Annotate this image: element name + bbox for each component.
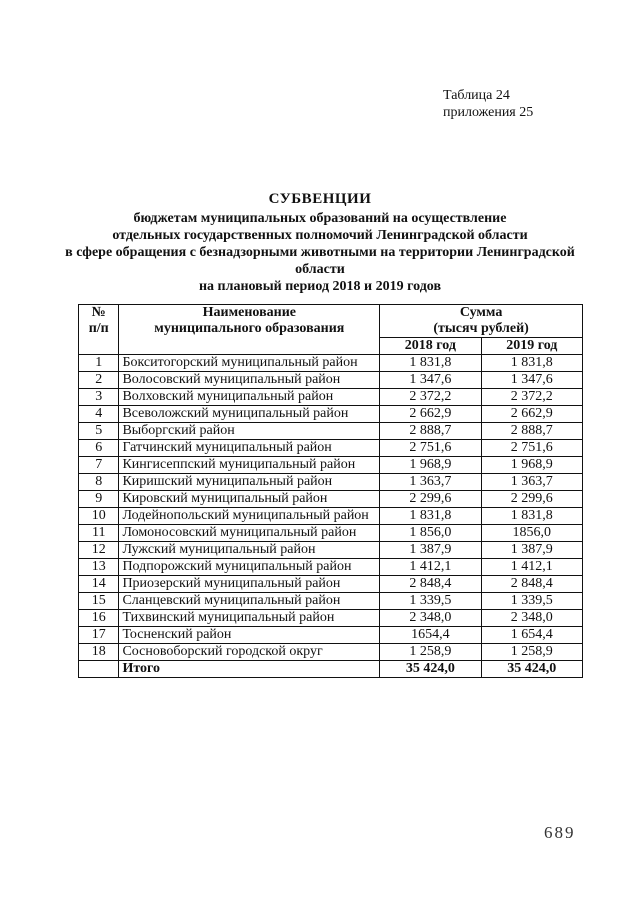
row-value-2018: 1 258,9 (380, 644, 481, 661)
table-row (79, 542, 583, 559)
row-name: Кировский муниципальный район (119, 491, 380, 508)
header-name-line-1: Наименование (202, 305, 296, 320)
row-name: Тихвинский муниципальный район (119, 610, 380, 627)
row-value-2019: 2 299,6 (481, 491, 582, 508)
page-number: 689 (544, 823, 576, 842)
row-number: 18 (79, 644, 119, 661)
row-value-2019: 2 348,0 (481, 610, 582, 627)
row-name: Всеволожский муниципальный район (119, 406, 380, 423)
reference-table-number: Таблица 24 (443, 88, 510, 103)
row-value-2018: 1 347,6 (380, 372, 481, 389)
row-name: Приозерский муниципальный район (119, 576, 380, 593)
table-row (79, 355, 583, 372)
row-number: 5 (79, 423, 119, 440)
row-number: 12 (79, 542, 119, 559)
table-body (79, 355, 583, 661)
table-row (79, 423, 583, 440)
row-number: 9 (79, 491, 119, 508)
row-value-2018: 1 831,8 (380, 508, 481, 525)
row-value-2018: 2 299,6 (380, 491, 481, 508)
row-value-2018: 2 751,6 (380, 440, 481, 457)
table-row (79, 474, 583, 491)
table-row (79, 644, 583, 661)
row-number: 14 (79, 576, 119, 593)
row-number: 4 (79, 406, 119, 423)
row-number: 13 (79, 559, 119, 576)
row-name: Тосненский район (119, 627, 380, 644)
header-name (119, 305, 380, 355)
row-number: 8 (79, 474, 119, 491)
table-row (79, 491, 583, 508)
row-name: Выборгский район (119, 423, 380, 440)
row-value-2019: 1 968,9 (481, 457, 582, 474)
row-number: 11 (79, 525, 119, 542)
row-name: Бокситогорский муниципальный район (119, 355, 380, 372)
row-value-2019: 1 412,1 (481, 559, 582, 576)
row-number: 10 (79, 508, 119, 525)
row-value-2019: 1 363,7 (481, 474, 582, 491)
row-value-2018: 2 348,0 (380, 610, 481, 627)
row-value-2018: 2 888,7 (380, 423, 481, 440)
row-number: 1 (79, 355, 119, 372)
table-row (79, 389, 583, 406)
row-name: Киришский муниципальный район (119, 474, 380, 491)
row-value-2018: 1654,4 (380, 627, 481, 644)
row-value-2019: 2 662,9 (481, 406, 582, 423)
row-number: 2 (79, 372, 119, 389)
table-row (79, 576, 583, 593)
table-reference (443, 87, 533, 121)
row-value-2019: 1 831,8 (481, 355, 582, 372)
table-row (79, 457, 583, 474)
row-name: Ломоносовский муниципальный район (119, 525, 380, 542)
row-number: 15 (79, 593, 119, 610)
row-value-2019: 2 372,2 (481, 389, 582, 406)
total-row (79, 661, 583, 678)
row-value-2019: 1 654,4 (481, 627, 582, 644)
row-value-2019: 1 387,9 (481, 542, 582, 559)
title-line-5: на плановый период 2018 и 2019 годов (198, 279, 442, 294)
row-name: Волховский муниципальный район (119, 389, 380, 406)
row-value-2018: 1 831,8 (380, 355, 481, 372)
row-name: Лужский муниципальный район (119, 542, 380, 559)
row-name: Подпорожский муниципальный район (119, 559, 380, 576)
title-main: СУБВЕНЦИИ (268, 191, 372, 207)
row-value-2018: 1 856,0 (380, 525, 481, 542)
header-number-label: п/п (88, 321, 109, 336)
table-row (79, 610, 583, 627)
row-value-2018: 2 848,4 (380, 576, 481, 593)
header-name-line-2: муниципального образования (154, 321, 345, 336)
row-value-2019: 2 848,4 (481, 576, 582, 593)
title-line-3: в сфере обращения с безнадзорными животными на территории Ленинградской (65, 245, 575, 260)
table-row (79, 508, 583, 525)
table-row (79, 440, 583, 457)
row-name: Гатчинский муниципальный район (119, 440, 380, 457)
row-number: 3 (79, 389, 119, 406)
row-name: Лодейнопольский муниципальный район (119, 508, 380, 525)
total-label: Итого (119, 661, 380, 678)
title-line-4: области (295, 262, 345, 277)
row-name: Сланцевский муниципальный район (119, 593, 380, 610)
row-number: 7 (79, 457, 119, 474)
title-line-2: отдельных государственных полномочий Ленинградской области (112, 228, 528, 243)
header-year-2019: 2019 год (481, 338, 582, 355)
header-number (79, 305, 119, 355)
header-year-2018: 2018 год (380, 338, 481, 355)
reference-appendix: приложения 25 (443, 105, 534, 120)
row-value-2018: 1 968,9 (380, 457, 481, 474)
document-title (0, 190, 640, 295)
table-row (79, 372, 583, 389)
subsidies-table (78, 304, 583, 678)
header-sum-line-1: Сумма (459, 305, 503, 320)
row-value-2019: 1 347,6 (481, 372, 582, 389)
total-empty-cell (79, 661, 119, 678)
table-row (79, 593, 583, 610)
row-value-2019: 1 831,8 (481, 508, 582, 525)
table-row (79, 525, 583, 542)
row-value-2018: 1 339,5 (380, 593, 481, 610)
row-value-2019: 2 888,7 (481, 423, 582, 440)
header-number-symbol: № (91, 305, 106, 320)
table-row (79, 406, 583, 423)
row-value-2018: 2 372,2 (380, 389, 481, 406)
row-number: 6 (79, 440, 119, 457)
row-number: 17 (79, 627, 119, 644)
row-value-2019: 1 258,9 (481, 644, 582, 661)
row-value-2018: 1 363,7 (380, 474, 481, 491)
row-value-2018: 1 412,1 (380, 559, 481, 576)
header-sum-line-2: (тысяч рублей) (433, 321, 529, 336)
row-value-2019: 1 339,5 (481, 593, 582, 610)
row-name: Волосовский муниципальный район (119, 372, 380, 389)
total-2019: 35 424,0 (481, 661, 582, 678)
row-value-2019: 1856,0 (481, 525, 582, 542)
total-2018: 35 424,0 (380, 661, 481, 678)
row-value-2018: 1 387,9 (380, 542, 481, 559)
row-value-2018: 2 662,9 (380, 406, 481, 423)
table-row (79, 627, 583, 644)
row-name: Сосновоборский городской округ (119, 644, 380, 661)
row-value-2019: 2 751,6 (481, 440, 582, 457)
row-number: 16 (79, 610, 119, 627)
row-name: Кингисеппский муниципальный район (119, 457, 380, 474)
table-row (79, 559, 583, 576)
header-sum (380, 305, 583, 338)
title-line-1: бюджетам муниципальных образований на осуществление (133, 211, 507, 226)
